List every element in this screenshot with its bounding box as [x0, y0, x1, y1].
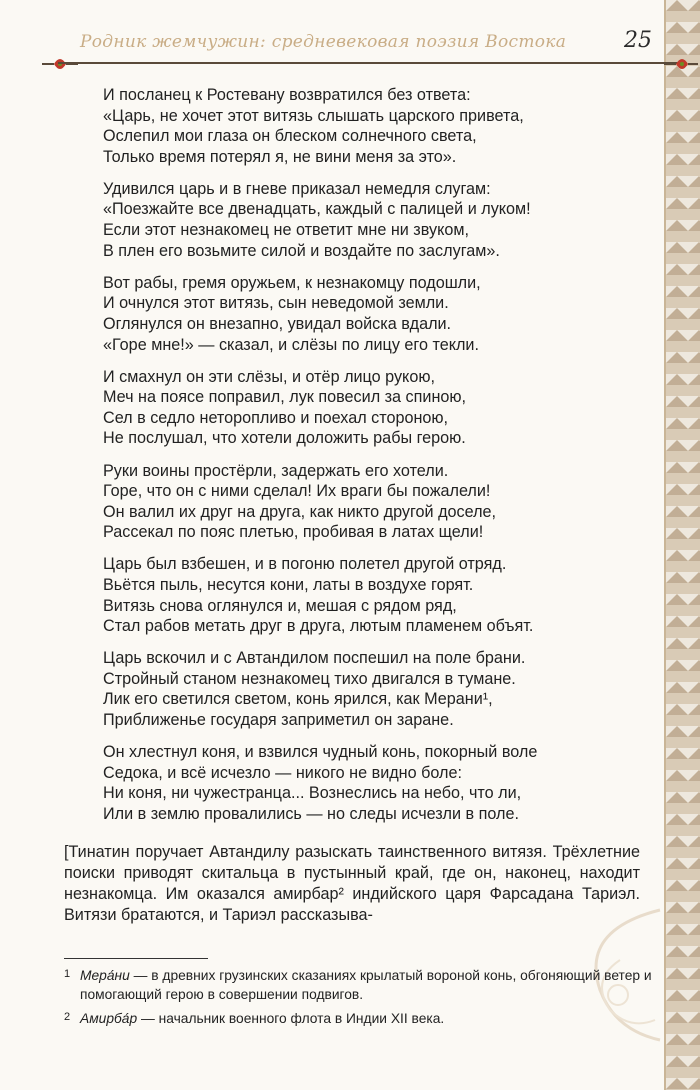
poem-line: Стал рабов метать друг в друга, лютым пламенем объят. — [103, 617, 534, 636]
poem-line: И посланец к Ростевану возвратился без ответа: — [103, 86, 471, 104]
poem-line: В плен его возьмите силой и воздайте по заслугам». — [103, 241, 500, 260]
footnote-divider — [64, 958, 208, 959]
flower-ornament-icon — [40, 52, 80, 76]
footnotes — [64, 966, 664, 1033]
footnote-text: — начальник военного флота в Индии XII века. — [137, 1011, 445, 1026]
poem-line: «Горе мне!» — сказал, и слёзы по лицу его текли. — [103, 335, 479, 354]
stanza — [103, 554, 643, 636]
poem-line: Не послушал, что хотели доложить рабы герою. — [103, 429, 466, 448]
poem-line: Сел в седло неторопливо и поехал стороною, — [103, 408, 449, 427]
poem-line: Он валил их друг на друга, как никто другой доселе, — [103, 502, 497, 521]
poem-line: Он хлестнул коня, и взвился чудный конь, покорный воле — [103, 743, 538, 762]
footnote-term: Мера́ни — [80, 968, 130, 983]
header-divider — [58, 62, 678, 64]
poem-line: Ни коня, ни чужестранца... Вознеслись на небо, что ли, — [103, 784, 522, 803]
poem-line: Вьётся пыль, несутся кони, латы в воздухе горят. — [103, 575, 474, 594]
stanza — [103, 742, 643, 824]
poem-line: Руки воины простёрли, задержать его хотели. — [103, 461, 449, 480]
poem-line: Вот рабы, гремя оружьем, к незнакомцу подошли, — [103, 273, 481, 292]
footnote — [64, 966, 664, 1004]
running-title: Родник жемчужин: средневековая поэзия Востока — [80, 32, 567, 52]
stanza — [103, 179, 643, 261]
poem-line: Оглянулся он внезапно, увидал войска вдали. — [103, 314, 452, 333]
poem-line: Приближенье государя заприметил он заране. — [103, 711, 454, 730]
poem-line: Ослепил мои глаза он блеском солнечного света, — [103, 127, 477, 146]
prose-paragraph: [Тинатин поручает Автандилу разыскать таинственного витязя. Трёхлетние поиски приводят скитальца в пустынный край, где он, наконец, находит незнакомца. Им оказался амирбар² индийского царя Фарсадана Тариэл. Витязи братаются, и Тариэл рассказыва- — [64, 843, 640, 924]
poem-line: Только время потерял я, не вини меня за это». — [103, 147, 457, 166]
stanza — [103, 85, 643, 167]
page-header — [40, 28, 680, 72]
poem-line: «Поезжайте все двенадцать, каждый с палицей и луком! — [103, 200, 531, 219]
footnote-number: 2 — [64, 1011, 71, 1023]
footnote-number: 1 — [64, 968, 71, 980]
poem-line: Седока, и всё исчезло — никого не видно боле: — [103, 763, 462, 782]
poem-line: Лик его светился светом, конь ярился, как Мерани¹, — [103, 690, 493, 709]
poem-line: Рассекал по пояс плетью, пробивая в латах щели! — [103, 523, 484, 542]
poem-line: И смахнул он эти слёзы, и отёр лицо рукою, — [103, 367, 435, 386]
footnote — [64, 1009, 664, 1028]
poem-line: Если этот незнакомец не ответит мне ни звуком, — [103, 221, 469, 240]
flower-ornament-icon — [662, 52, 700, 76]
poem-line: Горе, что он с ними сделал! Их враги бы пожалели! — [103, 482, 491, 501]
poem-line: Или в землю провалились — но следы исчезли в поле. — [103, 804, 519, 823]
poem-line: Меч на поясе поправил, лук повесил за спиною, — [103, 388, 467, 407]
stanza — [103, 461, 643, 543]
stanza — [103, 648, 643, 730]
poem-line: И очнулся этот витязь, сын неведомой земли. — [103, 294, 449, 313]
stanza — [103, 273, 643, 355]
page-number: 25 — [624, 28, 652, 53]
poem-line: Витязь снова оглянулся и, мешая с рядом ряд, — [103, 596, 457, 615]
footnote-term: Амирба́р — [80, 1011, 138, 1026]
poem-line: «Царь, не хочет этот витязь слышать царского привета, — [103, 106, 524, 125]
stanza — [103, 367, 643, 449]
footnote-text: — в древних грузинских сказаниях крылатый вороной конь, обгоняющий ветер и помогающий герою в совершении подвигов. — [80, 968, 652, 1002]
poem-line: Стройный станом незнакомец тихо двигался в тумане. — [103, 669, 516, 688]
poem-line: Царь был взбешен, и в погоню полетел другой отряд. — [103, 555, 507, 574]
poem-line: Удивился царь и в гневе приказал немедля слугам: — [103, 179, 491, 198]
poem — [103, 85, 643, 836]
poem-line: Царь вскочил и с Автандилом поспешил на поле брани. — [103, 649, 526, 668]
